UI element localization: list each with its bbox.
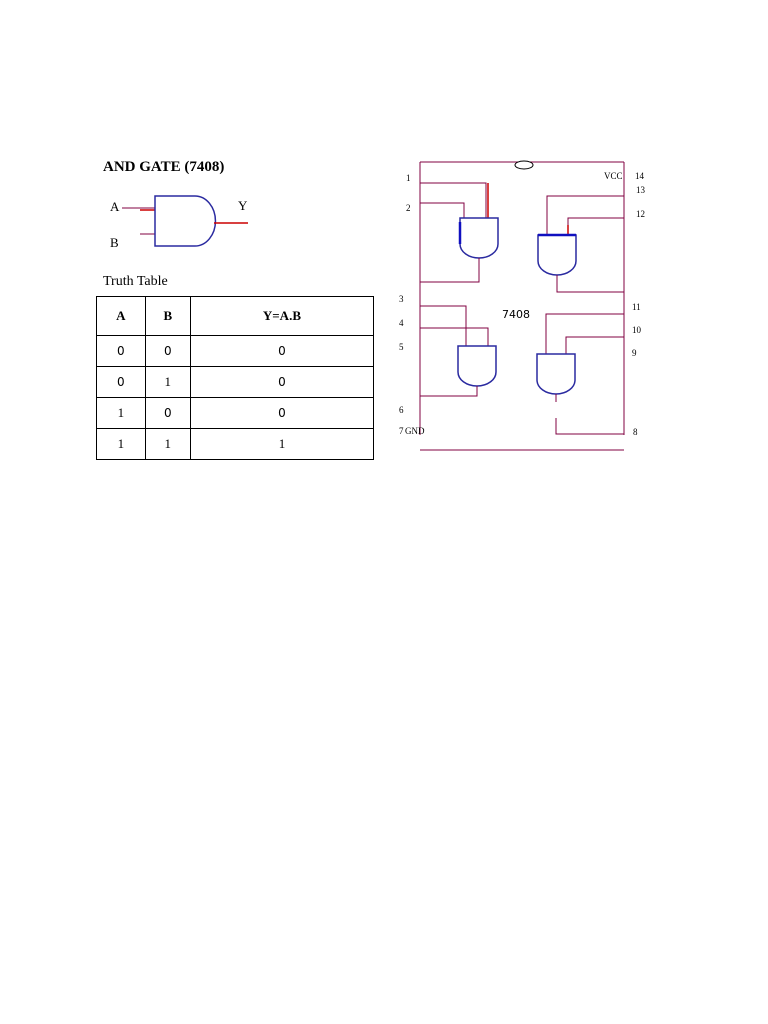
and-gate-2 [538, 235, 576, 275]
input-b-label: B [110, 235, 119, 250]
table-cell: 0 [145, 336, 190, 367]
table-cell: 0 [97, 367, 146, 398]
table-row [97, 367, 374, 398]
page-title: AND GATE (7408) [103, 159, 225, 175]
pin-label-11: 11 [632, 302, 641, 312]
header-a: A [97, 297, 146, 336]
table-row [97, 336, 374, 367]
pin-label-4: 4 [399, 318, 404, 328]
pin-label-5: 5 [399, 342, 404, 352]
and-gate-4 [537, 354, 575, 394]
table-cell: 0 [145, 398, 190, 429]
wire-pin6 [420, 386, 477, 396]
wire-pin5 [420, 328, 488, 346]
and-gate-1 [460, 218, 498, 258]
wire-pin13 [547, 196, 624, 235]
table-cell: 1 [97, 398, 146, 429]
table-row [97, 398, 374, 429]
and-gate-3 [458, 346, 496, 386]
and-gate-body [155, 196, 215, 246]
pin-label-13: 13 [636, 185, 645, 195]
wire-pin8 [556, 418, 624, 434]
input-a-label: A [110, 199, 120, 214]
wire-pin4 [420, 306, 466, 346]
table-cell: 1 [190, 429, 373, 460]
table-cell: 0 [97, 336, 146, 367]
wire-pin11 [557, 275, 624, 292]
wire-pin9 [566, 337, 624, 354]
ic-7408-pinout [396, 160, 656, 460]
table-row [97, 429, 374, 460]
pin-label-9: 9 [632, 348, 637, 358]
table-cell: 0 [190, 398, 373, 429]
table-cell: 1 [145, 367, 190, 398]
wire-pin12 [568, 218, 624, 235]
wire-pin2 [420, 203, 464, 218]
pin-label-3: 3 [399, 294, 404, 304]
truth-table-label: Truth Table [103, 274, 168, 289]
table-cell: 0 [190, 367, 373, 398]
table-cell: 0 [190, 336, 373, 367]
header-y: Y=A.B [190, 297, 373, 336]
vcc-label: VCC [604, 171, 623, 181]
truth-table-header [97, 297, 374, 336]
pin-label-8: 8 [633, 427, 638, 437]
output-y-label: Y [238, 198, 248, 213]
wire-pin1 [420, 183, 486, 218]
pin-label-6: 6 [399, 405, 404, 415]
pin-label-2: 2 [406, 203, 411, 213]
chip-name: 7408 [502, 308, 530, 321]
and-gate-symbol [100, 188, 260, 258]
pin-label-7: 7 [399, 426, 404, 436]
table-cell: 1 [145, 429, 190, 460]
pin-label-10: 10 [632, 325, 641, 335]
chip-notch [515, 161, 533, 169]
table-cell: 1 [97, 429, 146, 460]
header-b: B [145, 297, 190, 336]
truth-table [96, 296, 374, 460]
pin-label-12: 12 [636, 209, 645, 219]
pin-label-14: 14 [635, 171, 644, 181]
wire-pin3 [420, 258, 479, 282]
gnd-label: GND [405, 426, 425, 436]
pin-label-1: 1 [406, 173, 411, 183]
wire-pin10 [546, 314, 624, 354]
